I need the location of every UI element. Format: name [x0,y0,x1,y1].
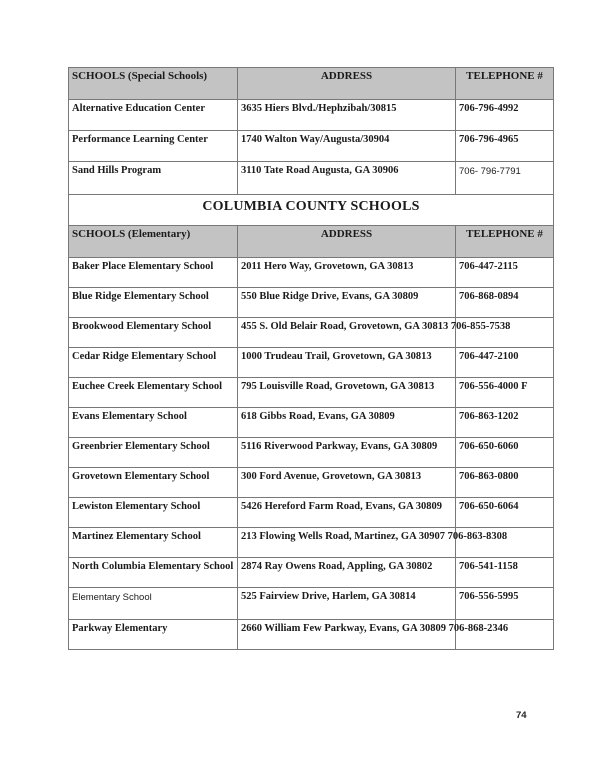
table-row [69,468,554,498]
school-name-cell: Euchee Creek Elementary School [69,378,238,408]
school-name-cell: Sand Hills Program [69,162,238,195]
school-name-cell: Greenbrier Elementary School [69,438,238,468]
table-row [69,258,554,288]
table-row [69,348,554,378]
table-row [69,100,554,131]
address-cell: 2874 Ray Owens Road, Appling, GA 30802 [238,558,456,588]
school-name-cell: Cedar Ridge Elementary School [69,348,238,378]
column-header-address: ADDRESS [238,68,456,100]
phone-cell: 706-868-0894 [456,288,554,318]
column-header-schools: SCHOOLS (Elementary) [69,226,238,258]
phone-cell: 706-556-4000 F [456,378,554,408]
phone-cell: 706-556-5995 [456,588,554,620]
schools-table-body [69,68,554,650]
address-cell: 5116 Riverwood Parkway, Evans, GA 30809 [238,438,456,468]
table-row [69,131,554,162]
table-row [69,498,554,528]
address-cell: 3110 Tate Road Augusta, GA 30906 [238,162,456,195]
phone-cell: 706-447-2100 [456,348,554,378]
school-name-cell: Elementary School [69,588,238,620]
address-cell: 525 Fairview Drive, Harlem, GA 30814 [238,588,456,620]
table-row [69,528,554,558]
phone-cell: 706-541-1158 [456,558,554,588]
address-text: 455 S. Old Belair Road, Grovetown, GA 30813 [241,321,449,332]
address-cell: 5426 Hereford Farm Road, Evans, GA 30809 [238,498,456,528]
section-heading-row [69,195,554,226]
phone-cell: 706-863-0800 [456,468,554,498]
school-name-cell: Grovetown Elementary School [69,468,238,498]
table-row [69,438,554,468]
page-number: 74 [516,710,527,721]
address-cell [238,528,508,558]
school-name-cell: Lewiston Elementary School [69,498,238,528]
school-name-cell: Evans Elementary School [69,408,238,438]
school-name-cell: Parkway Elementary [69,620,238,650]
address-cell: 1740 Walton Way/Augusta/30904 [238,131,456,162]
table-row [69,162,554,195]
address-cell: 300 Ford Avenue, Grovetown, GA 30813 [238,468,456,498]
phone-text: 706-868-2346 [448,623,509,634]
phone-text: 706-855-7538 [450,321,511,332]
address-cell: 795 Louisville Road, Grovetown, GA 30813 [238,378,456,408]
table-row [69,588,554,620]
schools-table [68,67,554,650]
address-cell: 3635 Hiers Blvd./Hephzibah/30815 [238,100,456,131]
school-name-cell: Baker Place Elementary School [69,258,238,288]
table-row [69,558,554,588]
column-header-schools: SCHOOLS (Special Schools) [69,68,238,100]
phone-cell: 706-447-2115 [456,258,554,288]
address-text: 213 Flowing Wells Road, Martinez, GA 30907 [241,531,445,542]
address-cell [238,620,509,650]
address-text: 2660 William Few Parkway, Evans, GA 30809 [241,623,446,634]
phone-cell: 706-796-4965 [456,131,554,162]
table-row [69,408,554,438]
column-header-address: ADDRESS [238,226,456,258]
school-name-cell: Performance Learning Center [69,131,238,162]
table-header-row [69,226,554,258]
school-name-cell: Blue Ridge Elementary School [69,288,238,318]
address-cell: 2011 Hero Way, Grovetown, GA 30813 [238,258,456,288]
section-heading: COLUMBIA COUNTY SCHOOLS [69,195,554,226]
school-name-cell: Martinez Elementary School [69,528,238,558]
school-name-cell: Brookwood Elementary School [69,318,238,348]
phone-cell: 706-863-1202 [456,408,554,438]
phone-cell: 706-650-6060 [456,438,554,468]
column-header-telephone: TELEPHONE # [456,226,554,258]
address-cell: 618 Gibbs Road, Evans, GA 30809 [238,408,456,438]
table-row [69,620,554,650]
table-row [69,288,554,318]
phone-cell: 706-796-4992 [456,100,554,131]
phone-cell: 706-650-6064 [456,498,554,528]
address-cell [238,318,511,348]
column-header-telephone: TELEPHONE # [456,68,554,100]
school-name-cell: Alternative Education Center [69,100,238,131]
table-header-row [69,68,554,100]
address-cell: 1000 Trudeau Trail, Grovetown, GA 30813 [238,348,456,378]
address-cell: 550 Blue Ridge Drive, Evans, GA 30809 [238,288,456,318]
table-row [69,318,554,348]
phone-cell: 706- 796-7791 [456,162,554,195]
school-name-cell: North Columbia Elementary School [69,558,238,588]
table-row [69,378,554,408]
phone-text: 706-863-8308 [447,531,508,542]
